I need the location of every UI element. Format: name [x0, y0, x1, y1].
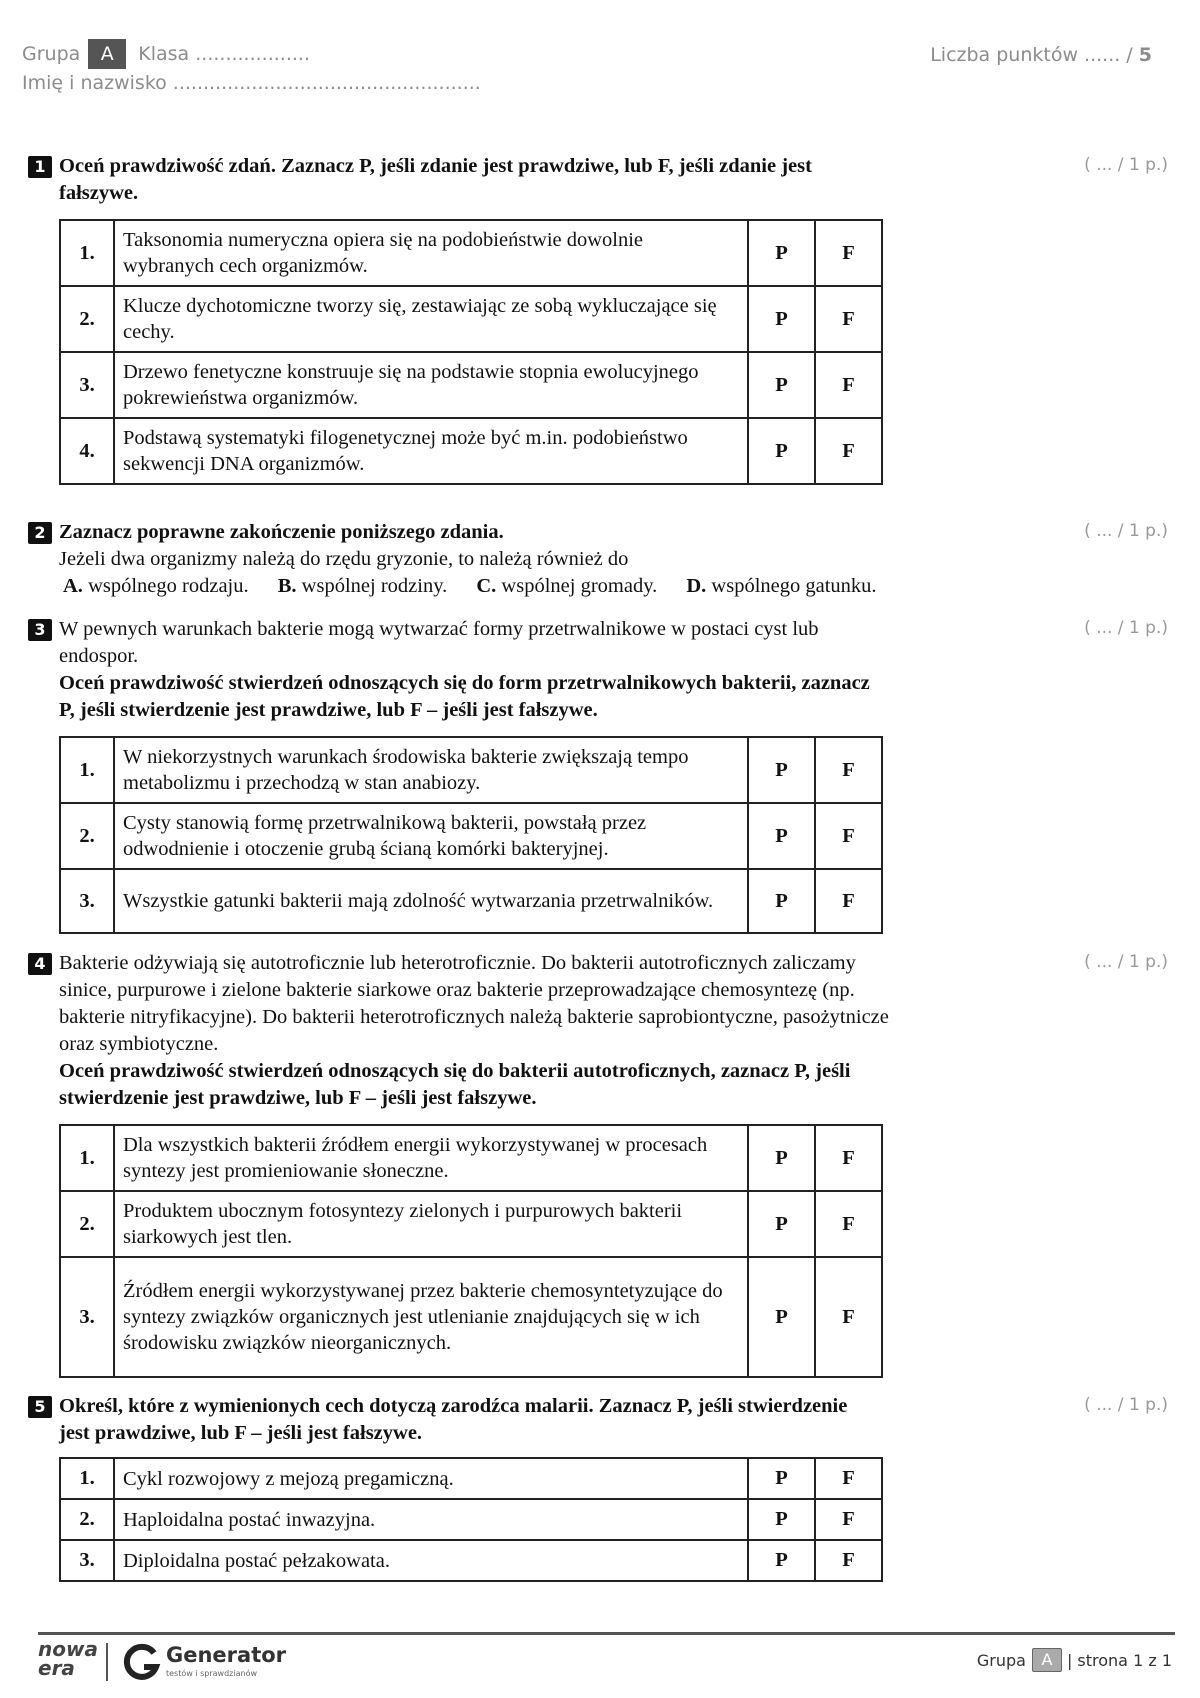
row-number: 2.: [60, 1499, 114, 1540]
row-number: 3.: [60, 1540, 114, 1581]
statement-text: Cysty stanowią formę przetrwalnikową bakterii, powstałą przez odwodnienie i otoczenie grubą ścianą komórki bakteryjnej.: [114, 803, 748, 869]
answer-option-b[interactable]: B. wspólnej rodziny.: [277, 575, 448, 597]
true-option[interactable]: P: [748, 286, 815, 352]
task-instruction: Zaznacz poprawne zakończenie poniższego zdania.: [59, 521, 504, 543]
true-option[interactable]: P: [748, 869, 815, 933]
true-option[interactable]: P: [748, 1257, 815, 1377]
generator-g-icon: [122, 1643, 162, 1683]
table-row: [60, 737, 882, 803]
class-field: Klasa ...................: [138, 43, 310, 65]
generator-logo: [122, 1643, 287, 1688]
true-false-table: [59, 1457, 883, 1582]
footer-group-label: Grupa: [976, 1650, 1026, 1670]
statement-text: Drzewo fenetyczne konstruuje się na podstawie stopnia ewolucyjnego pokrewieństwa organizmów.: [114, 352, 748, 418]
row-number: 3.: [60, 1257, 114, 1377]
false-option[interactable]: F: [815, 1191, 882, 1257]
task-score: ( ... / 1 p.): [1084, 1395, 1168, 1415]
true-option[interactable]: P: [748, 803, 815, 869]
points-label: Liczba punktów ...... /: [930, 44, 1133, 66]
footer-divider: [38, 1632, 1175, 1635]
task-instruction: Oceń prawdziwość zdań. Zaznacz P, jeśli zdanie jest prawdziwe, lub F, jeśli zdanie jest fałszywe.: [59, 155, 812, 204]
true-option[interactable]: P: [748, 737, 815, 803]
row-number: 3.: [60, 869, 114, 933]
true-option[interactable]: P: [748, 352, 815, 418]
table-row: [60, 1257, 882, 1377]
task-instruction: Określ, które z wymienionych cech dotyczą zarodźca malarii. Zaznacz P, jeśli stwierdzenie jest prawdziwe, lub F – jeśli jest fałszywe.: [59, 1395, 848, 1444]
true-option[interactable]: P: [748, 1540, 815, 1581]
true-false-table: [59, 736, 883, 934]
task-score: ( ... / 1 p.): [1084, 618, 1168, 638]
statement-text: Diploidalna postać pełzakowata.: [114, 1540, 748, 1581]
true-option[interactable]: P: [748, 1125, 815, 1191]
table-row: [60, 352, 882, 418]
table-row: [60, 1191, 882, 1257]
answer-option-c[interactable]: C. wspólnej gromady.: [476, 575, 658, 597]
false-option[interactable]: F: [815, 286, 882, 352]
statement-text: Taksonomia numeryczna opiera się na podobieństwie dowolnie wybranych cech organizmów.: [114, 220, 748, 286]
table-row: [60, 1125, 882, 1191]
false-option[interactable]: F: [815, 1540, 882, 1581]
answer-option-a[interactable]: A. wspólnego rodzaju.: [63, 575, 249, 597]
footer-group-badge: A: [1032, 1648, 1062, 1672]
row-number: 4.: [60, 418, 114, 484]
task-score: ( ... / 1 p.): [1084, 952, 1168, 972]
false-option[interactable]: F: [815, 418, 882, 484]
row-number: 1.: [60, 737, 114, 803]
statement-text: Podstawą systematyki filogenetycznej może być m.in. podobieństwo sekwencji DNA organizmów.: [114, 418, 748, 484]
table-row: [60, 803, 882, 869]
task-score: ( ... / 1 p.): [1084, 155, 1168, 175]
table-row: [60, 220, 882, 286]
false-option[interactable]: F: [815, 869, 882, 933]
statement-text: Cykl rozwojowy z mejozą pregamiczną.: [114, 1458, 748, 1499]
statement-text: Dla wszystkich bakterii źródłem energii wykorzystywanej w procesach syntezy jest promieniowanie słoneczne.: [114, 1125, 748, 1191]
task-instruction: Oceń prawdziwość stwierdzeń odnoszących się do form przetrwalnikowych bakterii, zaznacz P, jeśli stwierdzenie jest prawdziwe, lub F – jeśli jest fałszywe.: [59, 672, 870, 721]
table-row: [60, 286, 882, 352]
generator-subtitle: testów i sprawdzianów: [166, 1669, 257, 1678]
nowa-era-logo: [38, 1637, 98, 1680]
statement-text: Źródłem energii wykorzystywanej przez bakterie chemosyntetyzujące do syntezy związków organicznych jest utlenianie znajdujących się w ich środowisku związków nieorganicznych.: [114, 1257, 748, 1377]
points-max: 5: [1138, 44, 1152, 66]
false-option[interactable]: F: [815, 220, 882, 286]
false-option[interactable]: F: [815, 1458, 882, 1499]
row-number: 1.: [60, 220, 114, 286]
task-intro: Bakterie odżywiają się autotroficznie lub heterotroficznie. Do bakterii autotroficznych zaliczamy sinice, purpurowe i zielone bakterie siarkowe oraz bakterie przeprowadzające chemosyntezę (np. bakterie nitryfikacyjne). Do bakterii heterotroficznych należą bakterie saprobiontyczne, pasożytnicze oraz symbiotyczne.: [59, 952, 889, 1055]
row-number: 2.: [60, 803, 114, 869]
row-number: 1.: [60, 1125, 114, 1191]
row-number: 1.: [60, 1458, 114, 1499]
true-false-table: [59, 1124, 883, 1378]
task-number: 2: [28, 522, 52, 544]
answer-option-d[interactable]: D. wspólnego gatunku.: [686, 575, 877, 597]
logo-separator: [106, 1643, 108, 1681]
true-option[interactable]: P: [748, 1499, 815, 1540]
table-row: [60, 869, 882, 933]
page-number: | strona 1 z 1: [1066, 1650, 1172, 1670]
answer-options: [63, 573, 959, 600]
statement-text: Haploidalna postać inwazyjna.: [114, 1499, 748, 1540]
statement-text: W niekorzystnych warunkach środowiska bakterie zwiększają tempo metabolizmu i przechodzą w stan anabiozy.: [114, 737, 748, 803]
true-option[interactable]: P: [748, 1191, 815, 1257]
table-row: [60, 1458, 882, 1499]
page-info: [977, 1648, 1172, 1672]
row-number: 2.: [60, 1191, 114, 1257]
table-row: [60, 1540, 882, 1581]
statement-text: Wszystkie gatunki bakterii mają zdolność wytwarzania przetrwalników.: [114, 869, 748, 933]
row-number: 3.: [60, 352, 114, 418]
true-false-table: [59, 219, 883, 485]
question-stem: Jeżeli dwa organizmy należą do rzędu gryzonie, to należą również do: [59, 548, 629, 570]
task-1: [28, 153, 1168, 485]
group-badge: A: [88, 39, 126, 69]
false-option[interactable]: F: [815, 1499, 882, 1540]
task-3: [28, 616, 1168, 934]
points-field: [930, 44, 1152, 66]
table-row: [60, 418, 882, 484]
false-option[interactable]: F: [815, 1257, 882, 1377]
group-label: Grupa: [22, 43, 81, 65]
true-option[interactable]: P: [748, 1458, 815, 1499]
task-number: 1: [28, 156, 52, 178]
task-intro: W pewnych warunkach bakterie mogą wytwarzać formy przetrwalnikowe w postaci cyst lub endospor.: [59, 618, 819, 667]
true-option[interactable]: P: [748, 418, 815, 484]
name-field: Imię i nazwisko ...................................................: [22, 72, 481, 94]
statement-text: Klucze dychotomiczne tworzy się, zestawiając ze sobą wykluczające się cechy.: [114, 286, 748, 352]
table-row: [60, 1499, 882, 1540]
task-4: [28, 950, 1168, 1378]
task-number: 4: [28, 953, 52, 975]
logo-text-era: era: [38, 1656, 75, 1680]
task-score: ( ... / 1 p.): [1084, 521, 1168, 541]
false-option[interactable]: F: [815, 1125, 882, 1191]
task-number: 5: [28, 1396, 52, 1418]
generator-title: Generator: [166, 1643, 287, 1667]
task-instruction: Oceń prawdziwość stwierdzeń odnoszących się do bakterii autotroficznych, zaznacz P, jeśli stwierdzenie jest prawdziwe, lub F – jeśli jest fałszywe.: [59, 1060, 851, 1109]
false-option[interactable]: F: [815, 803, 882, 869]
false-option[interactable]: F: [815, 737, 882, 803]
task-number: 3: [28, 619, 52, 641]
logo-text-nowa: nowa: [38, 1637, 98, 1661]
task-5: [28, 1393, 1168, 1582]
worksheet-header: [22, 38, 1152, 94]
task-2: [28, 519, 1168, 600]
false-option[interactable]: F: [815, 352, 882, 418]
statement-text: Produktem ubocznym fotosyntezy zielonych i purpurowych bakterii siarkowych jest tlen.: [114, 1191, 748, 1257]
true-option[interactable]: P: [748, 220, 815, 286]
row-number: 2.: [60, 286, 114, 352]
